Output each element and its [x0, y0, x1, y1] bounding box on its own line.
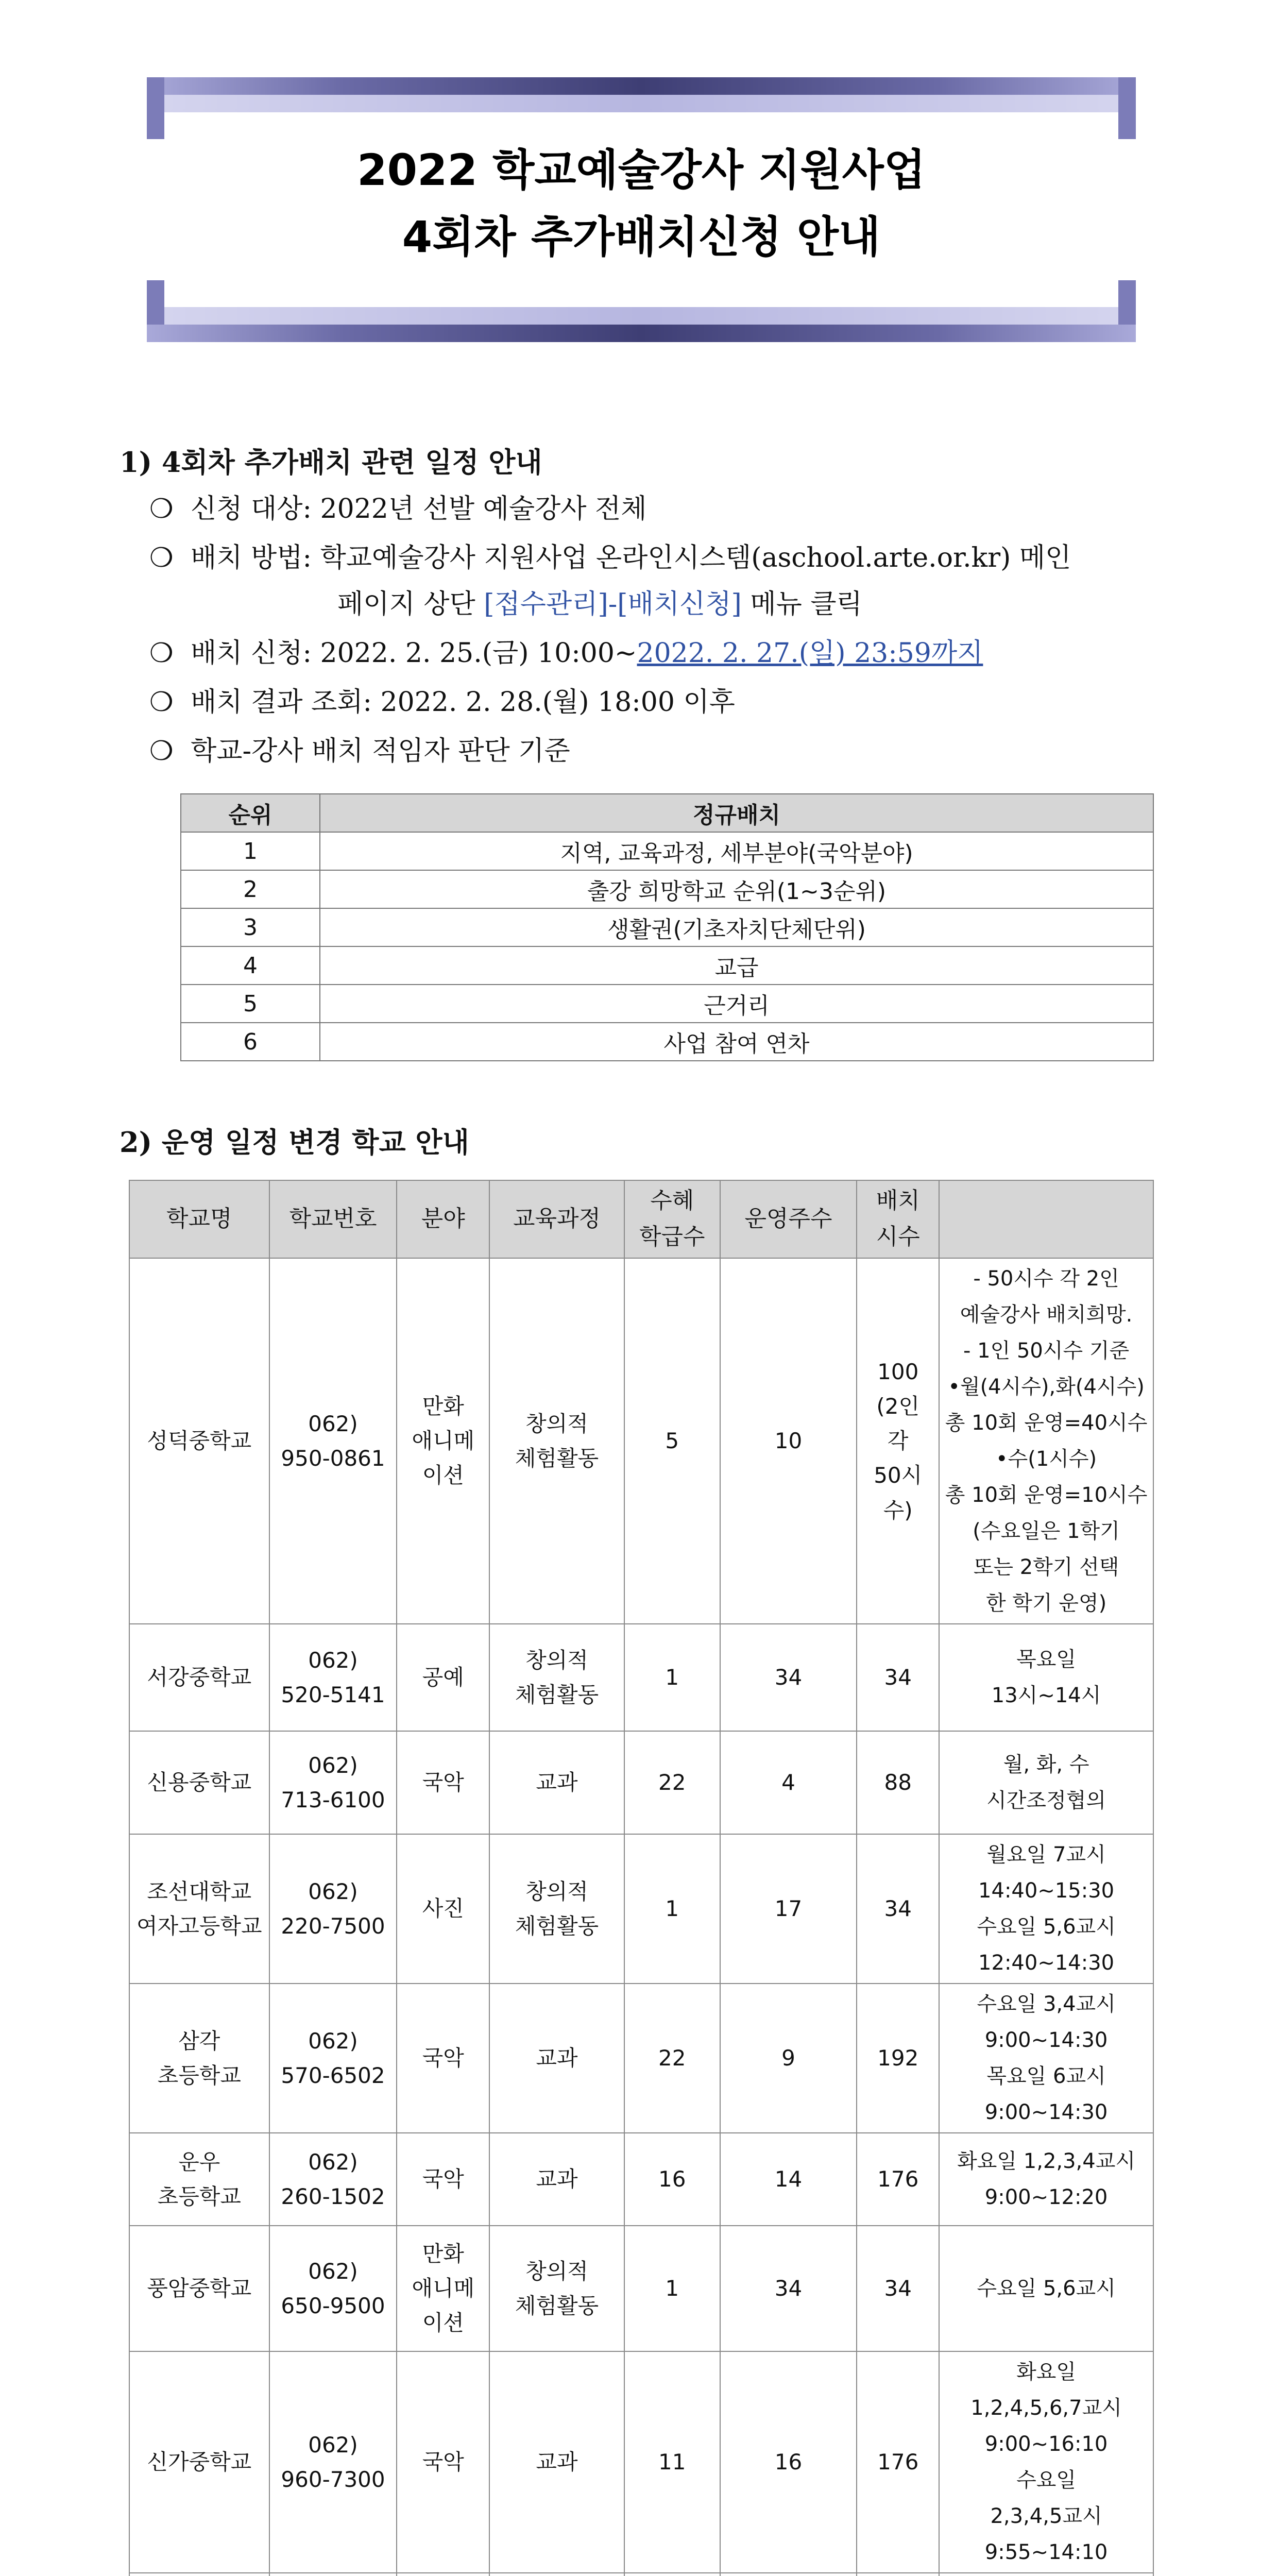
hour-count	[857, 2573, 939, 2576]
class-count: 1	[624, 1624, 720, 1731]
week-count: 4	[720, 1731, 857, 1834]
schedule-table-header	[129, 1180, 1153, 1258]
table-row	[129, 2226, 1153, 2351]
banner-bottom-bar	[147, 325, 1136, 342]
week-count: 34	[720, 1624, 857, 1731]
criteria-desc: 지역, 교육과정, 세부분야(국악분야)	[320, 832, 1153, 870]
week-count: 14	[720, 2133, 857, 2226]
schedule-note: 월요일 7교시 14:40~15:30 수요일 5,6교시 12:40~14:30	[939, 1834, 1153, 1984]
field	[397, 2573, 489, 2576]
section1-item-method: ❍ 배치 방법: 학교예술강사 지원사업 온라인시스템(aschool.arte.or.kr) 메인	[149, 543, 1071, 573]
school-name	[129, 2573, 269, 2576]
class-count: 1	[624, 1834, 720, 1984]
criteria-desc: 근거리	[320, 985, 1153, 1023]
table-row	[129, 2133, 1153, 2226]
course: 교과	[489, 2351, 624, 2573]
schedule-note: - 50시수 각 2인 예술강사 배치희망. - 1인 50시수 기준 •월(4시수),화(4시수) 총 10회 운영=40시수 •수(1시수) 총 10회 운영=10시수 (수요일은 1학기 또는 2학기 선택 한 학기 운영)	[939, 1258, 1153, 1624]
school-phone: 062) 713-6100	[269, 1731, 397, 1834]
criteria-rank: 1	[181, 832, 320, 870]
criteria-desc: 생활권(기초자치단체단위)	[320, 908, 1153, 946]
hour-count: 34	[857, 2226, 939, 2351]
menu-path-link: [접수관리]-[배치신청]	[484, 589, 742, 620]
course	[489, 2573, 624, 2576]
deadline-text: 2022. 2. 27.(일) 23:59까지	[637, 638, 983, 669]
schedule-note: 목요일 13시~14시	[939, 1624, 1153, 1731]
section1-item-method-cont: 페이지 상단 [접수관리]-[배치신청] 메뉴 클릭	[337, 589, 862, 620]
class-count: 5	[624, 1258, 720, 1624]
bullet-circle-icon: ❍	[149, 687, 174, 718]
schedule-note: 수요일 5,6교시	[939, 2226, 1153, 2351]
hour-count: 100 (2인 각 50시수)	[857, 1258, 939, 1624]
class-count	[624, 2573, 720, 2576]
course: 교과	[489, 2133, 624, 2226]
banner-top-bar-light	[162, 95, 1120, 112]
table-row	[129, 1258, 1153, 1624]
hour-count: 192	[857, 1984, 939, 2133]
course: 창의적 체험활동	[489, 1258, 624, 1624]
week-count: 34	[720, 2226, 857, 2351]
school-name: 신용중학교	[129, 1731, 269, 1834]
schedule-note: 화요일 1,2,3,4교시 9:00~12:20	[939, 2133, 1153, 2226]
field: 국악	[397, 1984, 489, 2133]
schedule-header-cell: 배치 시수	[857, 1180, 939, 1258]
banner-bottom-bar-light	[162, 307, 1120, 325]
hour-count: 88	[857, 1731, 939, 1834]
title-banner	[147, 77, 1136, 345]
class-count: 1	[624, 2226, 720, 2351]
section2-heading: 2) 운영 일정 변경 학교 안내	[120, 1126, 469, 1159]
schedule-header-cell: 분야	[397, 1180, 489, 1258]
schedule-table	[129, 1180, 1154, 2576]
hour-count: 176	[857, 2133, 939, 2226]
week-count: 17	[720, 1834, 857, 1984]
criteria-desc: 출강 희망학교 순위(1~3순위)	[320, 870, 1153, 908]
field: 사진	[397, 1834, 489, 1984]
section1-item-target: ❍ 신청 대상: 2022년 선발 예술강사 전체	[149, 494, 647, 524]
field: 만화 애니메 이션	[397, 2226, 489, 2351]
section1-heading: 1) 4회차 추가배치 관련 일정 안내	[120, 446, 542, 479]
table-row	[129, 1984, 1153, 2133]
school-phone: 062) 260-1502	[269, 2133, 397, 2226]
week-count: 10	[720, 1258, 857, 1624]
hour-count: 34	[857, 1834, 939, 1984]
class-count: 22	[624, 1731, 720, 1834]
header-regular: 정규배치	[320, 794, 1153, 832]
schedule-header-cell	[939, 1180, 1153, 1258]
field: 국악	[397, 2133, 489, 2226]
bullet-circle-icon: ❍	[149, 736, 174, 767]
course: 창의적 체험활동	[489, 1624, 624, 1731]
course: 창의적 체험활동	[489, 2226, 624, 2351]
field: 만화 애니메 이션	[397, 1258, 489, 1624]
table-row	[129, 1731, 1153, 1834]
field: 국악	[397, 1731, 489, 1834]
table-row	[129, 2573, 1153, 2576]
school-name: 신가중학교	[129, 2351, 269, 2573]
section1-item-apply: ❍ 배치 신청: 2022. 2. 25.(금) 10:00~2022. 2. 27.(일) 23:59까지	[149, 638, 983, 669]
class-count: 11	[624, 2351, 720, 2573]
hour-count: 176	[857, 2351, 939, 2573]
criteria-desc: 교급	[320, 946, 1153, 985]
school-name: 풍암중학교	[129, 2226, 269, 2351]
banner-corner-left-top	[147, 77, 164, 139]
week-count	[720, 2573, 857, 2576]
bullet-circle-icon: ❍	[149, 543, 174, 573]
bullet-circle-icon: ❍	[149, 494, 174, 524]
school-phone: 062) 220-7500	[269, 1834, 397, 1984]
criteria-rank: 4	[181, 946, 320, 985]
school-phone: 062) 950-0861	[269, 1258, 397, 1624]
page-title-line2: 4회차 추가배치신청 안내	[402, 212, 881, 262]
school-name: 성덕중학교	[129, 1258, 269, 1624]
criteria-row	[181, 946, 1153, 985]
schedule-header-cell: 학교번호	[269, 1180, 397, 1258]
page-title-line1: 2022 학교예술강사 지원사업	[357, 145, 926, 195]
school-phone: 062) 960-7300	[269, 2351, 397, 2573]
schedule-note: 수요일 3,4교시 9:00~14:30 목요일 6교시 9:00~14:30	[939, 1984, 1153, 2133]
schedule-header-cell: 운영주수	[720, 1180, 857, 1258]
school-name: 서강중학교	[129, 1624, 269, 1731]
criteria-row	[181, 985, 1153, 1023]
table-row	[129, 1834, 1153, 1984]
schedule-header-cell: 교육과정	[489, 1180, 624, 1258]
criteria-rank: 2	[181, 870, 320, 908]
schedule-header-cell: 학교명	[129, 1180, 269, 1258]
schedule-note: 화요일 1,2,4,5,6,7교시 9:00~16:10 수요일 2,3,4,5교시 9:55~14:10	[939, 2351, 1153, 2573]
criteria-rank: 3	[181, 908, 320, 946]
class-count: 16	[624, 2133, 720, 2226]
course: 교과	[489, 1984, 624, 2133]
criteria-rank: 6	[181, 1023, 320, 1061]
school-phone	[269, 2573, 397, 2576]
criteria-row	[181, 870, 1153, 908]
week-count: 16	[720, 2351, 857, 2573]
school-name: 삼각 초등학교	[129, 1984, 269, 2133]
criteria-row	[181, 1023, 1153, 1061]
school-phone: 062) 520-5141	[269, 1624, 397, 1731]
school-phone: 062) 570-6502	[269, 1984, 397, 2133]
school-name: 조선대학교 여자고등학교	[129, 1834, 269, 1984]
table-row	[129, 1624, 1153, 1731]
course: 교과	[489, 1731, 624, 1834]
schedule-header-cell: 수혜 학급수	[624, 1180, 720, 1258]
section1-item-criteria: ❍ 학교-강사 배치 적임자 판단 기준	[149, 736, 570, 767]
criteria-table-header	[181, 794, 1153, 832]
criteria-table	[180, 793, 1154, 1061]
bullet-circle-icon: ❍	[149, 638, 174, 669]
section1-item-result: ❍ 배치 결과 조회: 2022. 2. 28.(월) 18:00 이후	[149, 687, 735, 718]
field: 공예	[397, 1624, 489, 1731]
criteria-row	[181, 908, 1153, 946]
banner-corner-right-top	[1118, 77, 1136, 139]
criteria-row	[181, 832, 1153, 870]
header-rank: 순위	[181, 794, 320, 832]
week-count: 9	[720, 1984, 857, 2133]
school-name: 운우 초등학교	[129, 2133, 269, 2226]
schedule-note: 월, 화, 수 시간조정협의	[939, 1731, 1153, 1834]
criteria-desc: 사업 참여 연차	[320, 1023, 1153, 1061]
class-count: 22	[624, 1984, 720, 2133]
schedule-note	[939, 2573, 1153, 2576]
banner-top-bar	[147, 77, 1136, 95]
table-row	[129, 2351, 1153, 2573]
criteria-rank: 5	[181, 985, 320, 1023]
school-phone: 062) 650-9500	[269, 2226, 397, 2351]
course: 창의적 체험활동	[489, 1834, 624, 1984]
hour-count: 34	[857, 1624, 939, 1731]
field: 국악	[397, 2351, 489, 2573]
